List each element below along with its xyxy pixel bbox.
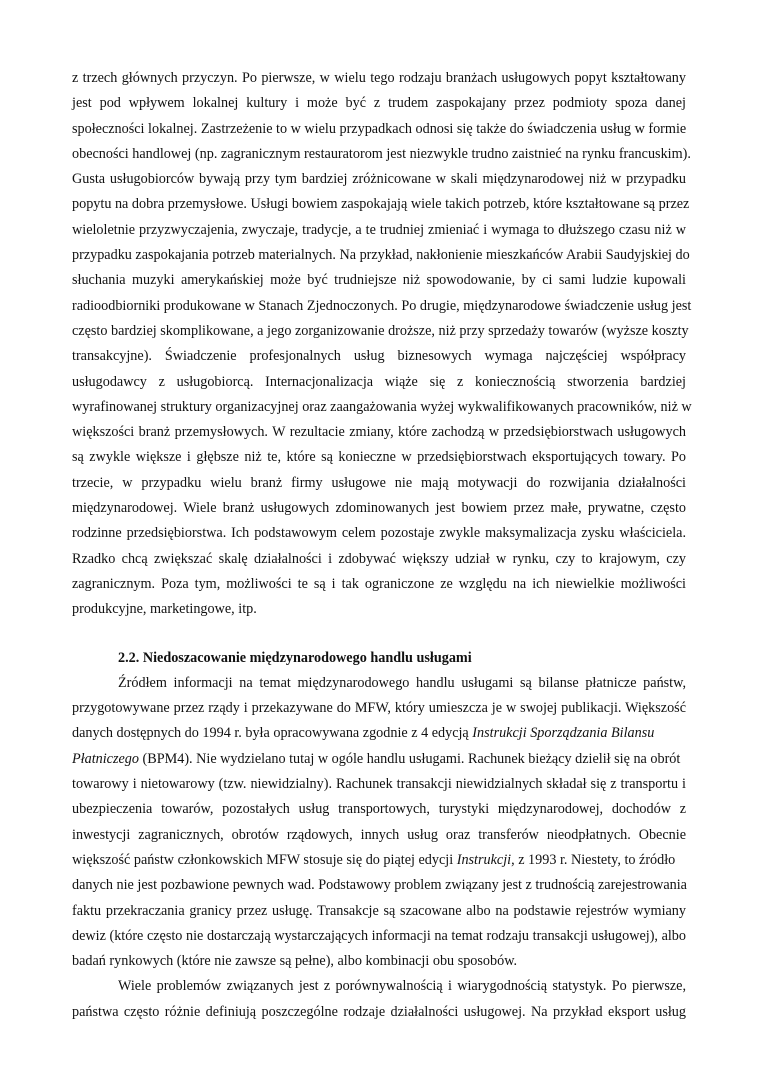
text-line: usługodawcy z usługobiorcą. Internacjonalizacja wiąże się z koniecznością stworzenia bardziej xyxy=(72,373,686,390)
text-line: jest pod wpływem lokalnej kultury i może być z trudem zaspokajany przez podmioty spoza danej xyxy=(72,95,686,112)
italic-title: Instrukcji Sporządzania Bilansu xyxy=(472,725,655,742)
text-line xyxy=(72,848,686,873)
text-line: zagranicznym. Poza tym, możliwości te są i tak ograniczone ze względu na ich niewielkie możliwości xyxy=(72,575,686,592)
italic-title: Płatniczego xyxy=(72,750,139,767)
text-line: faktu przekraczania granicy przez usługę. Transakcje są szacowane albo na podstawie rejestrów wymiany xyxy=(72,902,686,919)
text-line: produkcyjne, marketingowe, itp. xyxy=(72,601,257,618)
text-line: ubezpieczenia towarów, pozostałych usług transportowych, turystyki międzynarodowej, dochodów z xyxy=(72,801,686,818)
document-body xyxy=(72,66,692,1025)
text-line: radioodbiorniki produkowane w Stanach Zjednoczonych. Po drugie, międzynarodowe świadczenie usług jest xyxy=(72,297,692,314)
text-line: danych nie jest pozbawione pewnych wad. Podstawowy problem związany jest z trudnością zarejestrowania xyxy=(72,877,687,894)
text-line: z trzech głównych przyczyn. Po pierwsze, w wielu tego rodzaju branżach usługowych popyt kształtowany xyxy=(72,70,686,86)
paragraph-3 xyxy=(72,974,686,1025)
text-line: Rzadko chcą zwiększać skalę działalności i zdobywać większy udział w rynku, czy to krajowym, czy xyxy=(72,550,686,567)
text-line: inwestycji zagranicznych, obrotów rządowych, innych usług oraz transferów nieodpłatnych. Obecnie xyxy=(72,826,686,843)
text-line: przygotowywane przez rządy i przekazywane do MFW, który umieszcza je w swojej publikacji. Większość xyxy=(72,700,686,717)
text-line: Wiele problemów związanych jest z porównywalnością i wiarygodnością statystyk. Po pierwsze, xyxy=(118,978,686,995)
text-span: , z 1993 r. Niestety, to źródło xyxy=(511,851,676,868)
text-line: większości branż przemysłowych. W rezultacie zmiany, które zachodzą w przedsiębiorstwach usługowych xyxy=(72,424,686,441)
text-line: państwa często różnie definiują poszczególne rodzaje działalności usługowej. Na przykład eksport usług xyxy=(72,1003,686,1020)
text-line: wyrafinowanej struktury organizacyjnej oraz zaangażowania wyżej wykwalifikowanych pracowników, niż w xyxy=(72,398,692,415)
text-line: rodzinne przedsiębiorstwa. Ich podstawowym celem pozostaje zwykle maksymalizacja zysku właściciela. xyxy=(72,525,686,542)
text-line xyxy=(72,747,686,772)
text-line: transakcyjne). Świadczenie profesjonalnych usług biznesowych wymaga najczęściej współpracy xyxy=(72,348,686,365)
text-span: danych dostępnych do 1994 r. była opracowywana zgodnie z 4 edycją xyxy=(72,725,473,742)
text-line xyxy=(72,721,686,746)
text-line: dewiz (które często nie dostarczają wystarczających informacji na temat rodzaju transakcji usługowej), albo xyxy=(72,927,686,944)
text-line: wieloletnie przyzwyczajenia, zwyczaje, tradycje, a te trudniej zmieniać i wymaga to dłuższego czasu niż w xyxy=(72,221,686,238)
text-line: popytu na dobra przemysłowe. Usługi bowiem zaspokajają wiele takich potrzeb, które kształtowane są przez xyxy=(72,196,690,213)
italic-title: Instrukcji xyxy=(456,851,512,868)
text-span: (BPM4). Nie wydzielano tutaj w ogóle handlu usługami. Rachunek bieżący dzielił się na obrót xyxy=(138,750,681,767)
text-line: trzecie, w przypadku wielu branż firmy usługowe nie mają motywacji do rozwijania działalności xyxy=(72,474,686,491)
text-line: Źródłem informacji na temat międzynarodowego handlu usługami są bilanse płatnicze państw, xyxy=(118,674,686,691)
text-line: Gusta usługobiorców bywają przy tym bardziej zróżnicowane w skali międzynarodowej niż w przypadku xyxy=(72,171,686,188)
text-line: badań rynkowych (które nie zawsze są pełne), albo kombinacji obu sposobów. xyxy=(72,953,518,970)
text-span: większość państw członkowskich MFW stosuje się do piątej edycji xyxy=(72,851,457,868)
section-heading: 2.2. Niedoszacowanie międzynarodowego handlu usługami xyxy=(118,649,472,666)
text-line: obecności handlowej (np. zagranicznym restauratorom jest niezwykle trudno zaistnieć na rynku francuskim). xyxy=(72,145,691,162)
text-line: międzynarodowej. Wiele branż usługowych zdominowanych jest bowiem przez małe, prywatne, często xyxy=(72,500,686,517)
text-line: przypadku zaspokajania potrzeb materialnych. Na przykład, nakłonienie mieszkańców Arabii Saudyjskiej do xyxy=(72,247,690,264)
text-line: często bardziej skomplikowane, a jego zorganizowanie droższe, niż przy sprzedaży towarów (wyższe koszty xyxy=(72,322,689,339)
paragraph-1 xyxy=(72,66,692,623)
paragraph-gap xyxy=(72,623,686,646)
paragraph-2 xyxy=(72,671,686,975)
text-line: społeczności lokalnej. Zastrzeżenie to w wielu przypadkach odnosi się także do świadczenia usług w formie xyxy=(72,120,687,137)
text-line: towarowy i nietowarowy (tzw. niewidzialny). Rachunek transakcji niewidzialnych składał się z transportu i xyxy=(72,776,686,793)
text-line: są zwykle większe i głębsze niż te, które są konieczne w przedsiębiorstwach eksportujących towary. Po xyxy=(72,449,686,466)
text-line: słuchania muzyki amerykańskiej może być trudniejsze niż spowodowanie, by ci sami ludzie kupowali xyxy=(72,272,686,289)
